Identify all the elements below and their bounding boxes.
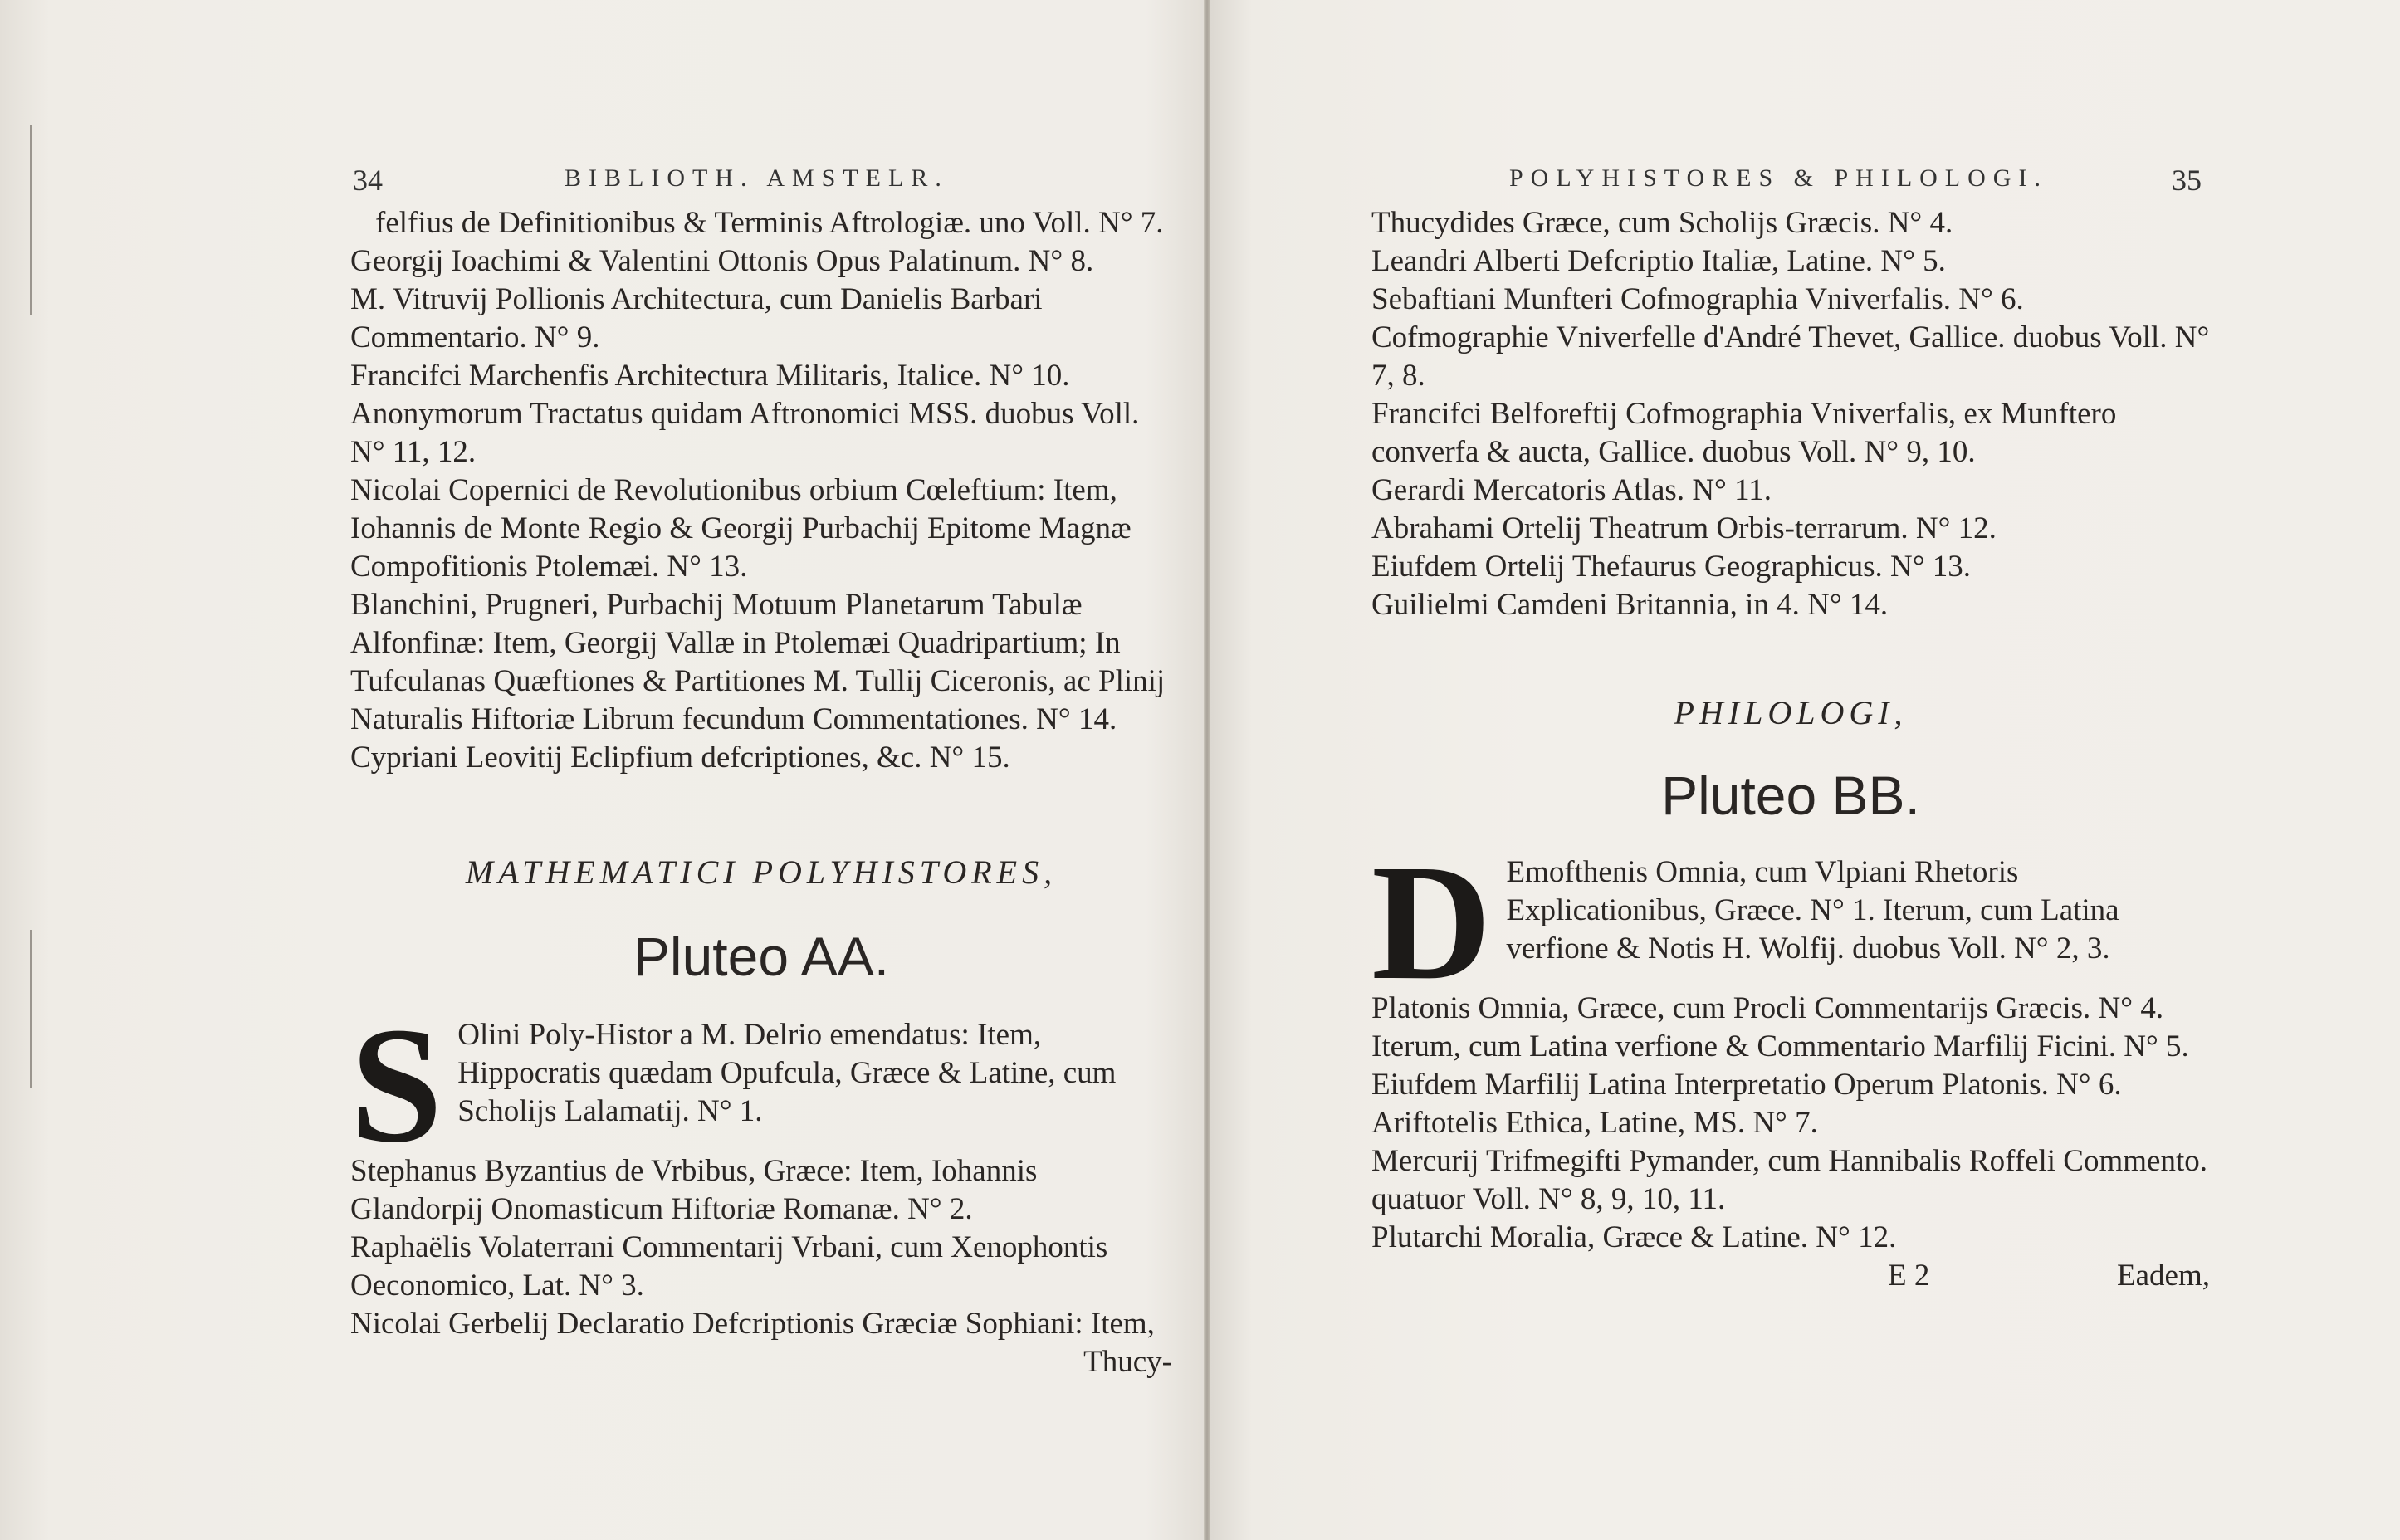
section-title: PHILOLOGI,	[1674, 694, 1908, 731]
first-entry-block	[350, 1016, 1172, 1152]
list-item: Blanchini, Prugneri, Purbachij Motuum Planetarum Tabulæ Alfonfinæ: Item, Georgij Vallæ in Ptolemæi Quadripartium; In Tufculanas Quæftiones & Partitiones M. Tullij Ciceronis, ac Plinij Naturalis Hiftoriæ Librum fecundum Commentationes. N° 14.	[350, 588, 1166, 736]
list-item: Cypriani Leovitij Eclipfium defcriptiones, &c. N° 15.	[350, 741, 1010, 775]
list-item: Georgij Ioachimi & Valentini Ottonis Opus Palatinum. N° 8.	[350, 244, 1094, 278]
list-item: Eiufdem Ortelij Thefaurus Geographicus. N° 13.	[1371, 550, 1972, 584]
page-edge-mark	[30, 930, 32, 1088]
entry-list-top	[350, 204, 1172, 777]
list-item: Plutarchi Moralia, Græce & Latine. N° 12.	[1371, 1220, 1897, 1254]
list-item: Gerardi Mercatoris Atlas. N° 11.	[1371, 473, 1772, 507]
page-number: 35	[2172, 164, 2202, 197]
list-item: Sebaftiani Munfteri Cofmographia Vniverfalis. N° 6.	[1371, 282, 2024, 316]
drop-cap: D	[1371, 853, 1492, 990]
first-entry: Olini Poly-Histor a M. Delrio emendatus: Item, Hippocratis quædam Opufcula, Græce & Latine, cum Scholijs Lalamatij. N° 1.	[457, 1018, 1117, 1128]
entry-list-bottom	[350, 1152, 1172, 1343]
list-item: M. Vitruvij Pollionis Architectura, cum Danielis Barbari Commentario. N° 9.	[350, 282, 1043, 354]
left-column	[350, 204, 1172, 1381]
signature-mark: E 2	[1888, 1259, 1930, 1293]
list-item: felfius de Definitionibus & Terminis Aftrologiæ. uno Voll. N° 7.	[375, 206, 1164, 240]
list-item: Cofmographie Vniverfelle d'André Thevet, Gallice. duobus Voll. N° 7, 8.	[1371, 320, 2210, 393]
list-item: Raphaëlis Volaterrani Commentarij Vrbani, cum Xenophontis Oeconomico, Lat. N° 3.	[350, 1230, 1108, 1303]
page-number: 34	[353, 164, 383, 197]
catchword: Eadem,	[2117, 1259, 2210, 1293]
list-item: Abrahami Ortelij Theatrum Orbis-terrarum. N° 12.	[1371, 511, 1997, 545]
list-item: Leandri Alberti Defcriptio Italiæ, Latine. N° 5.	[1371, 244, 1946, 278]
list-item: Anonymorum Tractatus quidam Aftronomici MSS. duobus Voll. N° 11, 12.	[350, 397, 1140, 469]
list-item: Nicolai Gerbelij Declaratio Defcriptionis Græciæ Sophiani: Item,	[350, 1307, 1155, 1341]
first-entry-block	[1371, 853, 2210, 990]
list-item: Ariftotelis Ethica, Latine, MS. N° 7.	[1371, 1106, 1818, 1140]
book-gutter	[1204, 0, 1210, 1540]
catchword: Thucy-	[1083, 1345, 1172, 1379]
section-title: MATHEMATICI POLYHISTORES,	[465, 853, 1058, 891]
shelf-heading: Pluteo AA.	[633, 926, 890, 987]
page-edge-mark	[30, 125, 32, 315]
list-item: Francifci Marchenfis Architectura Militaris, Italice. N° 10.	[350, 359, 1070, 393]
right-column	[1371, 204, 2210, 1295]
right-page	[1210, 0, 2400, 1540]
page-footer	[1371, 1257, 2210, 1295]
list-item: Platonis Omnia, Græce, cum Procli Commentarijs Græcis. N° 4.	[1371, 991, 2164, 1025]
list-item: Thucydides Græce, cum Scholijs Græcis. N° 4.	[1371, 206, 1953, 240]
entry-list-bottom	[1371, 990, 2210, 1257]
list-item: Guilielmi Camdeni Britannia, in 4. N° 14.	[1371, 588, 1889, 622]
drop-cap: S	[350, 1016, 443, 1152]
running-head: POLYHISTORES & PHILOLOGI.	[1509, 164, 2048, 192]
entry-list-top	[1371, 204, 2210, 624]
list-item: Iterum, cum Latina verfione & Commentario Marfilij Ficini. N° 5.	[1371, 1029, 2189, 1063]
running-head: BIBLIOTH. AMSTELR.	[565, 164, 949, 192]
list-item: Eiufdem Marfilij Latina Interpretatio Operum Platonis. N° 6.	[1371, 1068, 2122, 1102]
list-item: Francifci Belforeftij Cofmographia Vniverfalis, ex Munftero converfa & aucta, Gallice. duobus Voll. N° 9, 10.	[1371, 397, 2117, 469]
list-item: Mercurij Trifmegifti Pymander, cum Hannibalis Roffeli Commento. quatuor Voll. N° 8, 9, 10, 11.	[1371, 1144, 2207, 1216]
first-entry: Emofthenis Omnia, cum Vlpiani Rhetoris Explicationibus, Græce. N° 1. Iterum, cum Latina verfione & Notis H. Wolfij. duobus Voll. N° 2, 3.	[1506, 855, 2119, 966]
list-item: Stephanus Byzantius de Vrbibus, Græce: Item, Iohannis Glandorpij Onomasticum Hiftoriæ Romanæ. N° 2.	[350, 1154, 1038, 1226]
shelf-heading: Pluteo BB.	[1661, 765, 1920, 826]
list-item: Nicolai Copernici de Revolutionibus orbium Cœleftium: Item, Iohannis de Monte Regio & Georgij Purbachij Epitome Magnæ Compofitionis Ptolemæi. N° 13.	[350, 473, 1132, 584]
